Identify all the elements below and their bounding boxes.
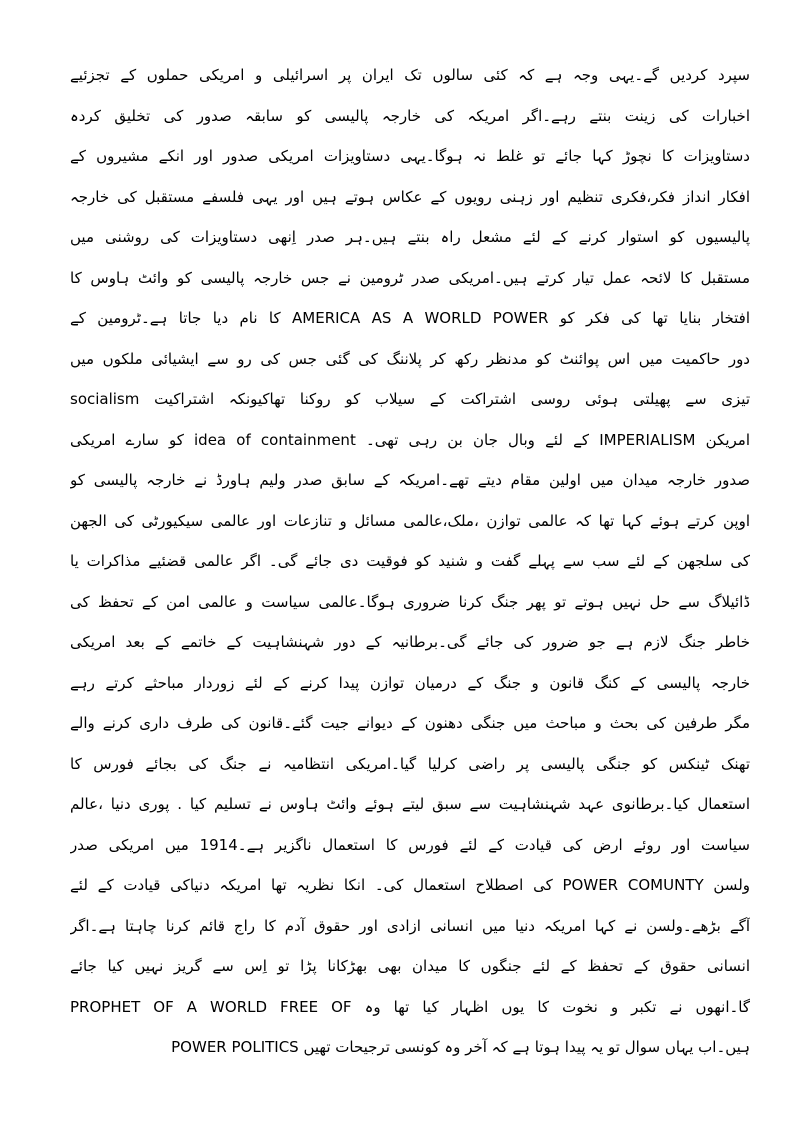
urdu-text-body [70,55,750,1068]
text-line-1: سپرد کردیں گے۔یہی وجہ ہے کہ کئی سالوں تک ایران پر اسرائیلی و امریکی حملوں کے تجزئیے [70,66,750,84]
text-line-21: ولسن POWER COMUNTY کی اصطلاح استعمال کی۔ انکا نظریہ تھا امریکہ دنیاکی قیادت کے لئے [70,876,750,894]
text-line-7: افتخار بنایا تھا کی فکر کو AMERICA AS A WORLD POWER کا نام دیا جاتا ہے۔ٹرومین کے [70,309,750,327]
text-line-4: افکار انداز فکر،فکری تنظیم اور زہنی رویوں کے عکاس ہوتے ہیں اور یہی فلسفے مستقبل کی خارجہ [70,187,750,206]
text-line-8: دور حاکمیت میں اس پوائنٹ کو مدنظر رکھ کر پلاننگ کی گئی جس کی رو سے ایشیائی ملکوں میں [70,349,750,368]
text-line-9: تیزی سے پھیلتی ہوئی روسی اشتراکت کے سیلاب کو روکنا تھاکیونکہ اشتراکیت socialism [70,390,750,408]
text-line-11: صدور خارجہ میدان میں اولین مقام دیتے تھے۔امریکہ کے سابق صدر ولیم ہاورڈ نے خارجہ پالیسی کو [70,471,750,489]
text-line-24: گا۔انھوں نے تکبر و نخوت کا یوں اظہار کیا تھا وہ PROPHET OF A WORLD FREE OF [70,997,750,1016]
text-line-16: خارجہ پالیسی کے کنگ قانون و جنگ کے درمیان توازن پیدا کرنے کے لئے زوردار مباحثے کرتے رہے [70,673,750,692]
text-line-13: کی سلجھن کے لئے سب سے پہلے گفت و شنید کو فوقیت دی جائے گی۔ اگر عالمی قضئیے مذاکرات یا [70,552,750,570]
text-line-14: ڈائیلاگ سے حل نہیں ہوتے تو پھر جنگ کرنا ضروری ہوگا۔عالمی سیاست و عالمی امن کے تحفظ کی [70,592,750,611]
text-line-20: سیاست اور روئے ارض کی قیادت کے لئے فورس کا استعمال ناگزیر ہے۔1914 میں امریکی صدر [70,835,750,854]
text-line-3: دستاویزات کا نچوڑ کہا جائے تو غلط نہ ہوگا۔یہی دستاویزات امریکی صدور اور انکے مشیروں کے [70,147,750,165]
text-line-25: POWER POLITICS ہیں۔اب یہاں سوال تو یہ پیدا ہوتا ہے کہ آخر وہ کونسی ترجیحات تھیں [171,1038,750,1056]
text-line-23: انسانی حقوق کے تحفظ کے لئے جنگوں کا میدان بھی بھڑکانا پڑا تو اِس سے گریز نہیں کیا جائے [70,957,750,975]
text-line-2: اخبارات کی زینت بنتے رہے۔اگر امریکہ کی خارجہ پالیسی کو سابقہ صدور کی تخلیق کردہ [70,106,750,125]
text-line-18: تھنک ٹینکس کو جنگی پالیسی پر راضی کرلیا گیا۔امریکی انتظامیہ نے جنگ کی بجائے فورس کا [70,754,750,773]
text-line-5: پالیسیوں کو استوار کرنے کے لئے مشعل راہ بنتے ہیں۔ہر صدر اِنھی دستاویزات کی روشنی میں [70,228,750,246]
text-line-10: امریکن IMPERIALISM کے لئے وبال جان بن رہی تھی۔ idea of containment کو سارے امریکی [70,430,750,449]
text-line-12: اوپن کرتے ہوئے کہا تھا کہ عالمی توازن ،ملک،عالمی مسائل و تنازعات اور عالمی سیکیورٹی کی الجھن [70,511,750,530]
text-line-17: مگر طرفین کی بحث و مباحث میں جنگی دھنون کے دیوانے جیت گئے۔قانون کی طرف داری کرنے والے [70,714,750,732]
text-line-6: مستقبل کا لائحہ عمل تیار کرتے ہیں۔امریکی صدر ٹرومین نے جس خارجہ پالیسی کو وائٹ ہاوس کا [70,268,750,287]
text-line-22: آگے بڑھے۔ولسن نے کہا امریکہ دنیا میں انسانی ازادی اور حقوق آدم کا راج قائم کرنا چاہتا ہے۔اگر [70,916,750,935]
text-line-15: خاطر جنگ لازم ہے جو ضرور کی جائے گی۔برطانیہ کے دور شہنشاہیت کے خاتمے کے بعد امریکی [70,633,750,651]
text-line-19: استعمال کیا۔برطانوی عہد شہنشاہیت سے سبق لیتے ہوئے وائٹ ہاوس نے تسلیم کیا . پوری دنیا ،عالم [70,795,750,813]
